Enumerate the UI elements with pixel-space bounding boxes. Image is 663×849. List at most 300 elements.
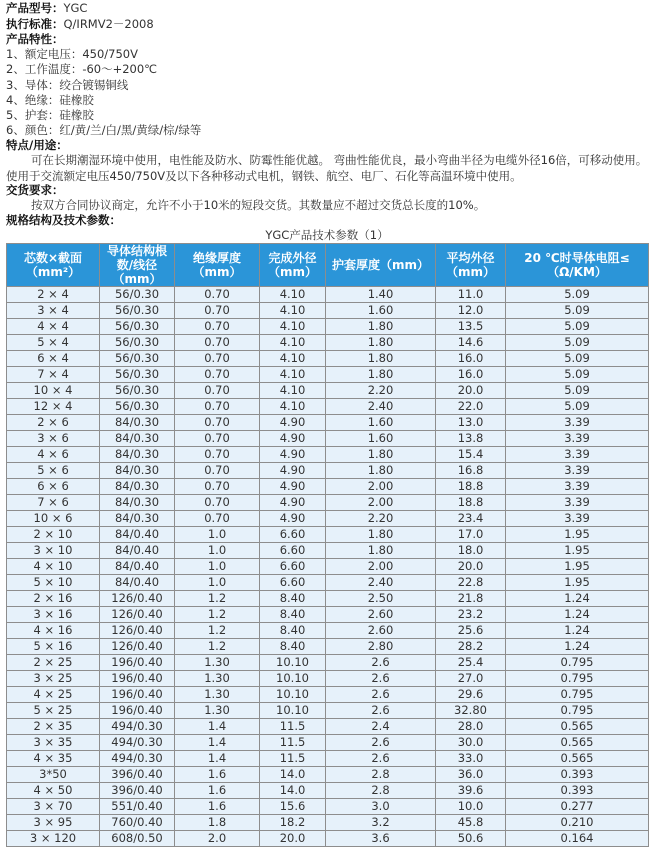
- table-cell: 10.10: [260, 671, 326, 687]
- table-row: [7, 655, 649, 671]
- table-cell: 1.4: [175, 751, 260, 767]
- table-cell: 3.0: [326, 799, 436, 815]
- table-cell: 0.70: [175, 399, 260, 415]
- table-cell: 11.5: [260, 735, 326, 751]
- table-row: [7, 623, 649, 639]
- table-cell: 5.09: [506, 319, 649, 335]
- table-cell: 3.39: [506, 431, 649, 447]
- table-cell: 4.90: [260, 511, 326, 527]
- table-cell: 2.20: [326, 383, 436, 399]
- table-cell: 4 × 10: [7, 559, 100, 575]
- table-cell: 4 × 4: [7, 319, 100, 335]
- usage-heading: 特点/用途：: [6, 138, 68, 152]
- table-cell: 1.80: [326, 351, 436, 367]
- table-cell: 2 × 35: [7, 719, 100, 735]
- table-cell: 0.795: [506, 655, 649, 671]
- table-row: [7, 607, 649, 623]
- table-cell: 196/0.40: [100, 655, 175, 671]
- table-cell: 0.164: [506, 831, 649, 847]
- table-cell: 2.8: [326, 783, 436, 799]
- table-cell: 2.6: [326, 703, 436, 719]
- table-cell: 12 × 4: [7, 399, 100, 415]
- table-cell: 3 × 16: [7, 607, 100, 623]
- table-cell: 17.0: [436, 527, 506, 543]
- table-cell: 1.80: [326, 447, 436, 463]
- table-cell: 3 × 25: [7, 671, 100, 687]
- table-cell: 2.00: [326, 479, 436, 495]
- table-cell: 1.6: [175, 783, 260, 799]
- table-cell: 2.40: [326, 399, 436, 415]
- col-header-conductor-structure: 导体结构根数/线径（mm）: [100, 244, 175, 287]
- table-row: [7, 511, 649, 527]
- table-cell: 0.70: [175, 287, 260, 303]
- table-cell: 2.80: [326, 639, 436, 655]
- table-cell: 0.393: [506, 767, 649, 783]
- table-cell: 2.40: [326, 575, 436, 591]
- table-cell: 84/0.30: [100, 463, 175, 479]
- table-cell: 6.60: [260, 527, 326, 543]
- table-row: [7, 543, 649, 559]
- table-row: [7, 591, 649, 607]
- table-cell: 4.10: [260, 399, 326, 415]
- table-cell: 1.24: [506, 607, 649, 623]
- table-cell: 29.6: [436, 687, 506, 703]
- model-label: 产品型号：: [6, 1, 64, 15]
- table-cell: 0.565: [506, 751, 649, 767]
- table-cell: 3*50: [7, 767, 100, 783]
- table-cell: 5 × 25: [7, 703, 100, 719]
- table-cell: 0.70: [175, 495, 260, 511]
- table-cell: 23.2: [436, 607, 506, 623]
- table-cell: 84/0.40: [100, 575, 175, 591]
- col-header-insulation-thickness: 绝缘厚度（mm）: [175, 244, 260, 287]
- table-cell: 84/0.30: [100, 479, 175, 495]
- table-row: [7, 687, 649, 703]
- table-row: [7, 719, 649, 735]
- table-cell: 11.5: [260, 719, 326, 735]
- table-cell: 1.60: [326, 415, 436, 431]
- table-row: [7, 495, 649, 511]
- table-row: [7, 319, 649, 335]
- table-cell: 2.6: [326, 655, 436, 671]
- table-cell: 0.70: [175, 447, 260, 463]
- table-cell: 12.0: [436, 303, 506, 319]
- table-cell: 84/0.40: [100, 543, 175, 559]
- table-cell: 5.09: [506, 351, 649, 367]
- table-cell: 14.0: [260, 783, 326, 799]
- table-cell: 1.8: [175, 815, 260, 831]
- table-cell: 2.00: [326, 495, 436, 511]
- table-row: [7, 463, 649, 479]
- model-value: YGC: [63, 1, 88, 15]
- table-cell: 3.39: [506, 495, 649, 511]
- table-cell: 1.95: [506, 575, 649, 591]
- table-cell: 5.09: [506, 287, 649, 303]
- table-cell: 0.70: [175, 367, 260, 383]
- table-cell: 56/0.30: [100, 319, 175, 335]
- col-header-conductor-resistance: 20 ℃时导体电阻≤（Ω/KM）: [506, 244, 649, 287]
- table-row: [7, 767, 649, 783]
- feature-item: 5、护套：硅橡胶: [6, 108, 94, 122]
- table-cell: 2.6: [326, 735, 436, 751]
- table-cell: 126/0.40: [100, 639, 175, 655]
- standard-line: [6, 16, 154, 32]
- table-cell: 56/0.30: [100, 383, 175, 399]
- table-cell: 1.2: [175, 639, 260, 655]
- table-cell: 1.24: [506, 623, 649, 639]
- table-cell: 2.0: [175, 831, 260, 847]
- table-cell: 0.70: [175, 415, 260, 431]
- table-cell: 4 × 16: [7, 623, 100, 639]
- table-cell: 1.80: [326, 367, 436, 383]
- table-cell: 20.0: [260, 831, 326, 847]
- table-cell: 8.40: [260, 607, 326, 623]
- table-cell: 3.39: [506, 447, 649, 463]
- table-cell: 494/0.30: [100, 751, 175, 767]
- table-cell: 1.40: [326, 287, 436, 303]
- table-row: [7, 287, 649, 303]
- table-cell: 6.60: [260, 543, 326, 559]
- table-cell: 56/0.30: [100, 303, 175, 319]
- table-row: [7, 351, 649, 367]
- table-cell: 18.8: [436, 479, 506, 495]
- table-cell: 22.0: [436, 399, 506, 415]
- table-cell: 8.40: [260, 591, 326, 607]
- table-cell: 4.10: [260, 287, 326, 303]
- model-line: [6, 0, 87, 16]
- table-cell: 25.6: [436, 623, 506, 639]
- table-cell: 4 × 35: [7, 751, 100, 767]
- table-cell: 39.6: [436, 783, 506, 799]
- table-row: [7, 479, 649, 495]
- table-cell: 4.90: [260, 495, 326, 511]
- table-cell: 5.09: [506, 335, 649, 351]
- table-cell: 0.70: [175, 351, 260, 367]
- table-cell: 1.30: [175, 655, 260, 671]
- table-cell: 45.8: [436, 815, 506, 831]
- table-row: [7, 735, 649, 751]
- standard-value: Q/IRMV2－2008: [63, 17, 154, 31]
- table-cell: 4.10: [260, 383, 326, 399]
- table-cell: 2 × 25: [7, 655, 100, 671]
- table-cell: 1.6: [175, 767, 260, 783]
- table-cell: 0.70: [175, 463, 260, 479]
- table-cell: 0.795: [506, 671, 649, 687]
- table-cell: 30.0: [436, 735, 506, 751]
- table-cell: 11.5: [260, 751, 326, 767]
- col-header-sheath-thickness: 护套厚度（mm）: [326, 244, 436, 287]
- table-cell: 10.10: [260, 703, 326, 719]
- table-cell: 1.95: [506, 559, 649, 575]
- table-cell: 0.393: [506, 783, 649, 799]
- table-cell: 0.795: [506, 703, 649, 719]
- table-cell: 10.10: [260, 655, 326, 671]
- table-cell: 13.5: [436, 319, 506, 335]
- table-cell: 5.09: [506, 303, 649, 319]
- table-row: [7, 527, 649, 543]
- table-cell: 18.8: [436, 495, 506, 511]
- table-cell: 3 × 35: [7, 735, 100, 751]
- table-cell: 1.2: [175, 623, 260, 639]
- table-cell: 1.4: [175, 735, 260, 751]
- table-cell: 196/0.40: [100, 687, 175, 703]
- table-cell: 2.6: [326, 671, 436, 687]
- table-cell: 3 × 70: [7, 799, 100, 815]
- table-cell: 4.10: [260, 367, 326, 383]
- table-cell: 1.4: [175, 719, 260, 735]
- table-cell: 3.6: [326, 831, 436, 847]
- table-row: [7, 335, 649, 351]
- table-cell: 0.795: [506, 687, 649, 703]
- spec-table: [6, 243, 649, 847]
- table-cell: 1.30: [175, 671, 260, 687]
- table-cell: 18.0: [436, 543, 506, 559]
- table-cell: 0.70: [175, 383, 260, 399]
- table-cell: 5 × 4: [7, 335, 100, 351]
- table-row: [7, 575, 649, 591]
- table-cell: 3.2: [326, 815, 436, 831]
- table-cell: 56/0.30: [100, 335, 175, 351]
- table-row: [7, 783, 649, 799]
- table-cell: 2 × 10: [7, 527, 100, 543]
- standard-label: 执行标准：: [6, 17, 64, 31]
- table-cell: 1.80: [326, 319, 436, 335]
- table-cell: 84/0.40: [100, 527, 175, 543]
- table-cell: 4.10: [260, 303, 326, 319]
- table-cell: 396/0.40: [100, 783, 175, 799]
- feature-item: 2、工作温度：-60～+200℃: [6, 62, 158, 76]
- table-cell: 1.30: [175, 703, 260, 719]
- table-cell: 4.10: [260, 319, 326, 335]
- table-cell: 1.80: [326, 527, 436, 543]
- table-cell: 2.6: [326, 751, 436, 767]
- table-cell: 5.09: [506, 367, 649, 383]
- table-cell: 1.60: [326, 303, 436, 319]
- table-cell: 0.70: [175, 511, 260, 527]
- feature-item: 1、额定电压：450/750V: [6, 47, 138, 61]
- table-cell: 10.10: [260, 687, 326, 703]
- table-cell: 56/0.30: [100, 351, 175, 367]
- table-header-row: [7, 244, 649, 287]
- table-row: [7, 303, 649, 319]
- table-cell: 8.40: [260, 639, 326, 655]
- table-cell: 6 × 6: [7, 479, 100, 495]
- table-cell: 2.8: [326, 767, 436, 783]
- table-cell: 196/0.40: [100, 703, 175, 719]
- table-cell: 13.0: [436, 415, 506, 431]
- table-caption: YGC产品技术参数（1）: [265, 228, 389, 242]
- table-cell: 2.4: [326, 719, 436, 735]
- table-cell: 14.0: [260, 767, 326, 783]
- table-cell: 10.0: [436, 799, 506, 815]
- table-row: [7, 367, 649, 383]
- table-cell: 4.90: [260, 463, 326, 479]
- table-row: [7, 703, 649, 719]
- table-cell: 6.60: [260, 575, 326, 591]
- table-cell: 28.2: [436, 639, 506, 655]
- table-cell: 0.70: [175, 479, 260, 495]
- table-cell: 2.60: [326, 607, 436, 623]
- table-cell: 3 × 95: [7, 815, 100, 831]
- table-cell: 56/0.30: [100, 287, 175, 303]
- table-row: [7, 383, 649, 399]
- table-cell: 126/0.40: [100, 591, 175, 607]
- col-header-finished-diameter: 完成外径（mm）: [260, 244, 326, 287]
- table-cell: 3.39: [506, 463, 649, 479]
- table-cell: 16.0: [436, 367, 506, 383]
- table-cell: 551/0.40: [100, 799, 175, 815]
- table-cell: 25.4: [436, 655, 506, 671]
- spec-heading: 规格结构及技术参数：: [6, 213, 121, 227]
- table-cell: 20.0: [436, 383, 506, 399]
- table-cell: 1.6: [175, 799, 260, 815]
- table-cell: 84/0.30: [100, 495, 175, 511]
- table-cell: 3 × 4: [7, 303, 100, 319]
- table-cell: 1.2: [175, 591, 260, 607]
- table-cell: 84/0.40: [100, 559, 175, 575]
- table-cell: 0.70: [175, 335, 260, 351]
- table-row: [7, 831, 649, 847]
- table-cell: 0.565: [506, 735, 649, 751]
- table-cell: 1.24: [506, 639, 649, 655]
- table-cell: 21.8: [436, 591, 506, 607]
- table-cell: 7 × 4: [7, 367, 100, 383]
- table-cell: 16.0: [436, 351, 506, 367]
- table-cell: 3.39: [506, 415, 649, 431]
- table-cell: 0.565: [506, 719, 649, 735]
- table-row: [7, 799, 649, 815]
- table-row: [7, 815, 649, 831]
- table-cell: 3.39: [506, 479, 649, 495]
- table-cell: 2 × 6: [7, 415, 100, 431]
- table-cell: 27.0: [436, 671, 506, 687]
- table-cell: 1.0: [175, 543, 260, 559]
- table-cell: 2.60: [326, 623, 436, 639]
- table-cell: 10 × 4: [7, 383, 100, 399]
- table-cell: 4.90: [260, 447, 326, 463]
- table-cell: 608/0.50: [100, 831, 175, 847]
- col-header-cores-section: 芯数×截面（mm²）: [7, 244, 100, 287]
- table-cell: 1.30: [175, 687, 260, 703]
- table-cell: 0.277: [506, 799, 649, 815]
- table-cell: 8.40: [260, 623, 326, 639]
- table-row: [7, 399, 649, 415]
- table-cell: 84/0.30: [100, 511, 175, 527]
- delivery-heading: 交货要求：: [6, 183, 64, 197]
- table-cell: 3 × 10: [7, 543, 100, 559]
- table-cell: 33.0: [436, 751, 506, 767]
- table-cell: 4.10: [260, 351, 326, 367]
- table-cell: 2.50: [326, 591, 436, 607]
- table-cell: 2.6: [326, 687, 436, 703]
- table-cell: 36.0: [436, 767, 506, 783]
- usage-text: 可在长期潮湿环境中使用，电性能及防水、防霉性能优越。 弯曲性能优良，最小弯曲半径为电缆外径16倍，可移动使用。使用于交流额定电压450/750V及以下各种移动式电机，钢铁、航空、电厂、石化等高温环境中使用。: [6, 153, 648, 183]
- table-cell: 32.80: [436, 703, 506, 719]
- table-cell: 5.09: [506, 399, 649, 415]
- table-cell: 4.10: [260, 335, 326, 351]
- table-cell: 1.0: [175, 559, 260, 575]
- table-cell: 84/0.30: [100, 447, 175, 463]
- table-cell: 16.8: [436, 463, 506, 479]
- table-cell: 84/0.30: [100, 415, 175, 431]
- table-cell: 18.2: [260, 815, 326, 831]
- table-cell: 494/0.30: [100, 735, 175, 751]
- table-cell: 1.80: [326, 335, 436, 351]
- table-cell: 4 × 6: [7, 447, 100, 463]
- table-cell: 396/0.40: [100, 767, 175, 783]
- table-row: [7, 751, 649, 767]
- table-cell: 22.8: [436, 575, 506, 591]
- table-cell: 10 × 6: [7, 511, 100, 527]
- table-cell: 13.8: [436, 431, 506, 447]
- table-row: [7, 431, 649, 447]
- table-cell: 3 × 6: [7, 431, 100, 447]
- table-row: [7, 447, 649, 463]
- table-cell: 50.6: [436, 831, 506, 847]
- table-cell: 6.60: [260, 559, 326, 575]
- table-cell: 14.6: [436, 335, 506, 351]
- table-cell: 5 × 16: [7, 639, 100, 655]
- col-header-average-diameter: 平均外径（mm）: [436, 244, 506, 287]
- feature-item: 6、颜色：红/黄/兰/白/黑/黄绿/棕/绿等: [6, 123, 202, 137]
- table-cell: 1.24: [506, 591, 649, 607]
- table-cell: 1.60: [326, 431, 436, 447]
- table-cell: 7 × 6: [7, 495, 100, 511]
- table-cell: 15.6: [260, 799, 326, 815]
- table-cell: 494/0.30: [100, 719, 175, 735]
- table-cell: 1.80: [326, 463, 436, 479]
- table-cell: 760/0.40: [100, 815, 175, 831]
- table-cell: 2.00: [326, 559, 436, 575]
- table-body: [7, 287, 649, 847]
- features-heading: 产品特性：: [6, 32, 64, 46]
- table-cell: 1.0: [175, 527, 260, 543]
- table-cell: 1.0: [175, 575, 260, 591]
- table-row: [7, 671, 649, 687]
- table-cell: 56/0.30: [100, 367, 175, 383]
- table-row: [7, 559, 649, 575]
- delivery-text: 按双方合同协议商定，允许不小于10米的短段交货。其数量应不超过交货总长度的10%。: [31, 198, 486, 212]
- table-cell: 196/0.40: [100, 671, 175, 687]
- table-cell: 15.4: [436, 447, 506, 463]
- table-cell: 1.95: [506, 527, 649, 543]
- table-cell: 0.210: [506, 815, 649, 831]
- table-cell: 3.39: [506, 511, 649, 527]
- table-cell: 56/0.30: [100, 399, 175, 415]
- table-cell: 4 × 50: [7, 783, 100, 799]
- table-cell: 3 × 120: [7, 831, 100, 847]
- table-cell: 0.70: [175, 319, 260, 335]
- feature-item: 3、导体：绞合镀锡铜线: [6, 78, 129, 92]
- table-cell: 1.2: [175, 607, 260, 623]
- table-cell: 11.0: [436, 287, 506, 303]
- table-cell: 5 × 10: [7, 575, 100, 591]
- table-cell: 6 × 4: [7, 351, 100, 367]
- table-cell: 0.70: [175, 303, 260, 319]
- table-cell: 2.20: [326, 511, 436, 527]
- table-cell: 2 × 16: [7, 591, 100, 607]
- table-cell: 20.0: [436, 559, 506, 575]
- table-row: [7, 639, 649, 655]
- table-cell: 126/0.40: [100, 607, 175, 623]
- table-cell: 4.90: [260, 415, 326, 431]
- table-cell: 4.90: [260, 479, 326, 495]
- table-cell: 28.0: [436, 719, 506, 735]
- table-cell: 5.09: [506, 383, 649, 399]
- table-cell: 4 × 25: [7, 687, 100, 703]
- table-cell: 126/0.40: [100, 623, 175, 639]
- table-cell: 23.4: [436, 511, 506, 527]
